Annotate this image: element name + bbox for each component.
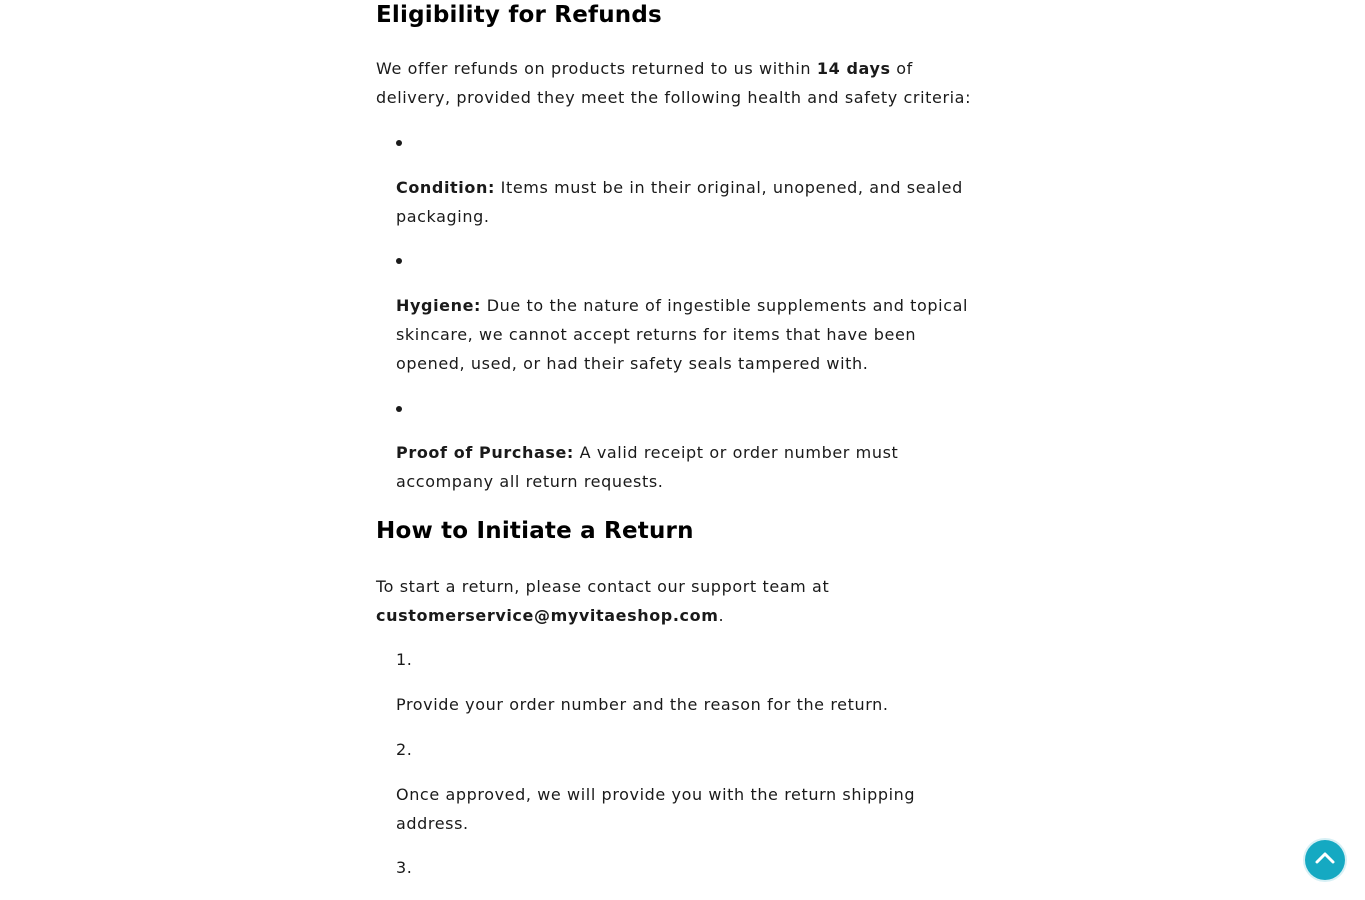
chevron-up-icon <box>1314 847 1336 873</box>
criteria-term: Hygiene: <box>396 296 482 315</box>
criteria-text: Due to the nature of ingestible supplements and topical skincare, we cannot accept returns for items that have been opened, used, or had their safety seals tampered with. <box>396 296 969 373</box>
contact-paragraph <box>376 572 991 630</box>
list-bullet <box>396 406 402 412</box>
step-item-1: Provide your order number and the reason for the return. <box>396 695 889 714</box>
step-number: 2. <box>396 740 413 759</box>
step-item-2: Once approved, we will provide you with the return shipping address. <box>396 785 916 833</box>
list-bullet <box>396 258 402 264</box>
support-email[interactable]: customerservice@myvitaeshop.com <box>376 606 719 625</box>
criteria-text: Items must be in their original, unopened, and sealed packaging. <box>396 178 963 226</box>
criteria-item-proof <box>396 438 991 496</box>
step-number: 3. <box>396 858 413 877</box>
section-heading-eligibility: Eligibility for Refunds <box>376 2 662 28</box>
criteria-term: Condition: <box>396 178 495 197</box>
section-heading-howto: How to Initiate a Return <box>376 518 694 544</box>
intro-text-end: of delivery, provided they meet the following health and safety criteria: <box>376 59 972 107</box>
scroll-to-top-button[interactable] <box>1305 840 1345 880</box>
criteria-item-condition <box>396 173 991 231</box>
refund-window: 14 days <box>816 59 891 78</box>
intro-text: We offer refunds on products returned to us within <box>376 59 817 78</box>
criteria-text: A valid receipt or order number must accompany all return requests. <box>396 443 899 491</box>
criteria-term: Proof of Purchase: <box>396 443 574 462</box>
list-bullet <box>396 140 402 146</box>
eligibility-intro <box>376 54 991 112</box>
criteria-item-hygiene <box>396 291 991 378</box>
contact-text: To start a return, please contact our support team at <box>376 577 830 596</box>
contact-text-end: . <box>718 606 725 625</box>
step-number: 1. <box>396 650 413 669</box>
